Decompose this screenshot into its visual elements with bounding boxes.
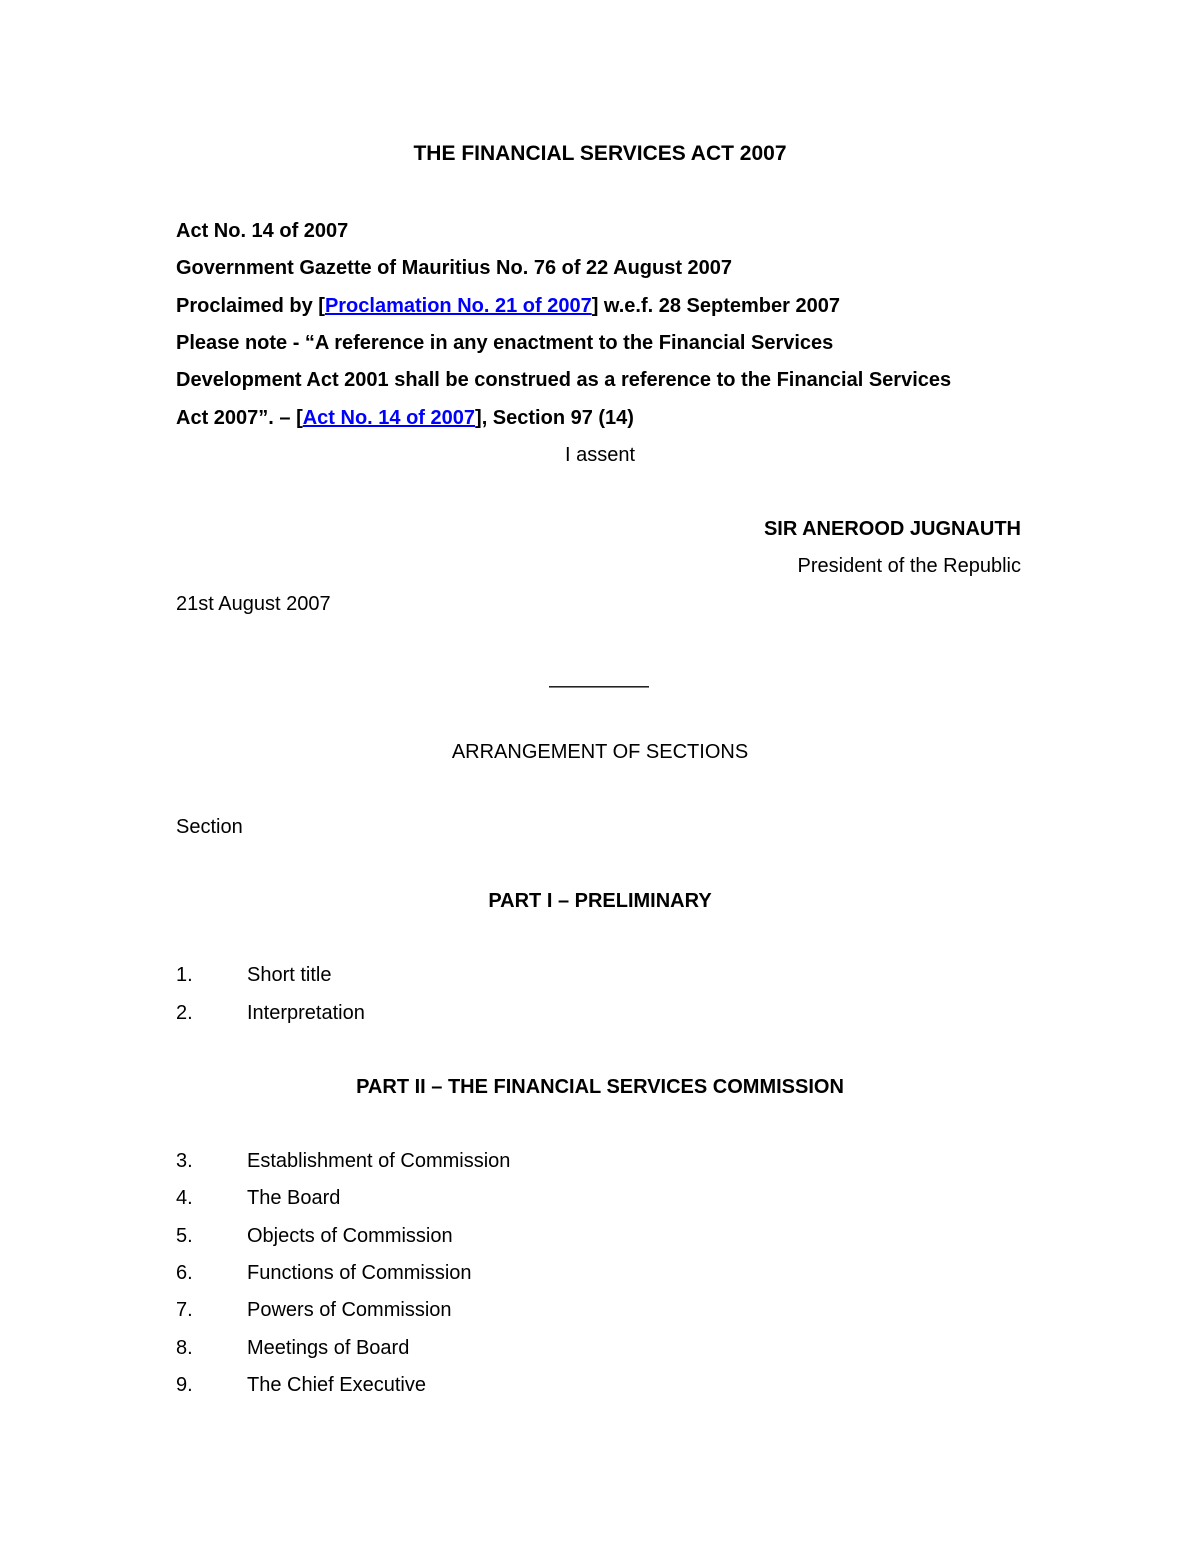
toc-item[interactable] (176, 1186, 340, 1210)
toc-title: Meetings of Board (247, 1337, 410, 1359)
toc-number: 5. (176, 1225, 193, 1247)
assent-date: 21st August 2007 (176, 593, 331, 615)
toc-item[interactable] (176, 963, 331, 987)
gazette-reference: Government Gazette of Mauritius No. 76 of 22 August 2007 (176, 257, 733, 279)
toc-title: Interpretation (247, 1002, 365, 1024)
proclamation-suffix: ] w.e.f. 28 September 2007 (591, 295, 840, 317)
toc-title: Establishment of Commission (247, 1150, 511, 1172)
toc-item[interactable] (176, 1149, 510, 1173)
separator-line: ————— (549, 675, 649, 697)
toc-item[interactable] (176, 1224, 453, 1248)
toc-number: 7. (176, 1299, 193, 1321)
act-number: Act No. 14 of 2007 (176, 220, 349, 242)
note-suffix: ], Section 97 (14) (475, 407, 634, 429)
note-line-3 (176, 406, 634, 430)
toc-number: 4. (176, 1187, 193, 1209)
toc-number: 8. (176, 1337, 193, 1359)
signatory-name: SIR ANEROOD JUGNAUTH (763, 518, 1021, 540)
toc-item[interactable] (176, 1373, 426, 1397)
toc-item[interactable] (176, 1001, 365, 1025)
act-link[interactable]: Act No. 14 of 2007 (302, 407, 476, 429)
toc-title: Objects of Commission (247, 1225, 453, 1247)
toc-item[interactable] (176, 1261, 472, 1285)
section-label: Section (176, 816, 243, 838)
arrangement-heading: ARRANGEMENT OF SECTIONS (451, 741, 749, 763)
note-line-2: Development Act 2001 shall be construed as a reference to the Financial Services (176, 369, 952, 391)
toc-number: 9. (176, 1374, 193, 1396)
assent-text: I assent (564, 444, 636, 466)
note-prefix: Act 2007”. – [ (176, 407, 303, 429)
document-title: THE FINANCIAL SERVICES ACT 2007 (413, 142, 787, 165)
toc-number: 1. (176, 964, 193, 986)
proclamation-prefix: Proclaimed by [ (176, 295, 325, 317)
toc-title: The Board (247, 1187, 341, 1209)
part-heading: PART I – PRELIMINARY (488, 890, 712, 912)
note-line-1: Please note - “A reference in any enactment to the Financial Services (176, 332, 834, 354)
toc-number: 6. (176, 1262, 193, 1284)
toc-title: Powers of Commission (247, 1299, 452, 1321)
toc-item[interactable] (176, 1336, 409, 1360)
toc-title: The Chief Executive (247, 1374, 426, 1396)
toc-title: Short title (247, 964, 332, 986)
toc-number: 3. (176, 1150, 193, 1172)
toc-item[interactable] (176, 1298, 452, 1322)
part-heading: PART II – THE FINANCIAL SERVICES COMMISSION (356, 1076, 844, 1098)
toc-title: Functions of Commission (247, 1262, 472, 1284)
toc-number: 2. (176, 1002, 193, 1024)
proclamation-link[interactable]: Proclamation No. 21 of 2007 (324, 295, 592, 317)
proclamation-line (176, 294, 840, 318)
signatory-title: President of the Republic (797, 555, 1021, 577)
